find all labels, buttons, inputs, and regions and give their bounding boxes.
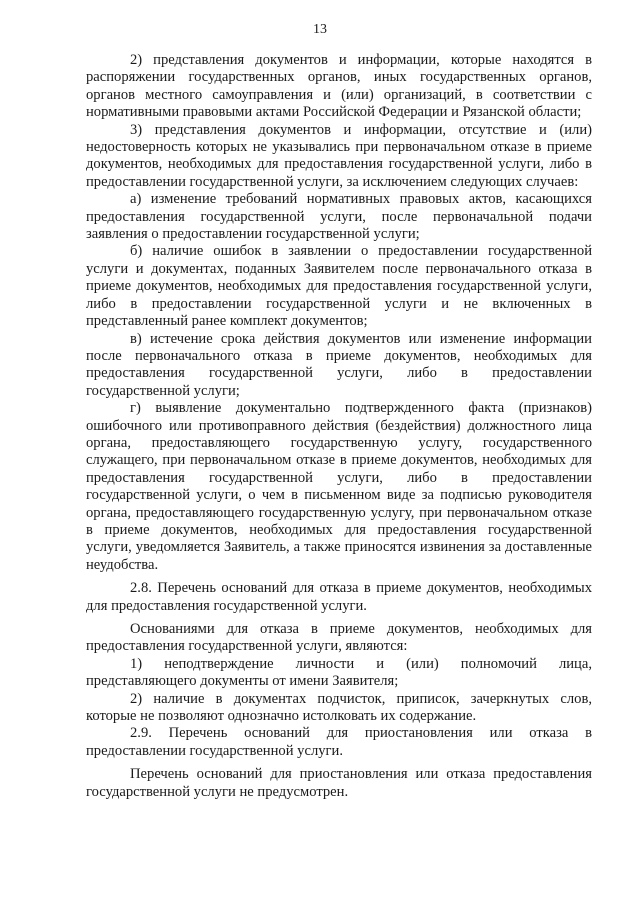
- paragraph-3: 3) представления документов и информации, отсутствие и (или) недостоверность которых не указывались при первоначальном отказе в приеме документов, необходимых для предоставления государственной услуги, либо в предоставлении государственной услуги, за исключением следующих случаев:: [86, 121, 592, 190]
- section-2-8-intro: Основаниями для отказа в приеме документов, необходимых для предоставления государственной услуги, являются:: [86, 621, 592, 655]
- section-2-9-text: Перечень оснований для приостановления или отказа предоставления государственной услуги не предусмотрен.: [86, 766, 592, 800]
- paragraph-3v: в) истечение срока действия документов или изменение информации после первоначального отказа в приеме документов, необходимых для предоставления государственной услуги, либо в предоставлении государственной услуги;: [86, 330, 592, 399]
- section-2-9-heading: 2.9. Перечень оснований для приостановления или отказа в предоставлении государственной услуги.: [86, 725, 592, 759]
- paragraph-2: 2) представления документов и информации, которые находятся в распоряжении государственных органов, иных государственных органов, органов местного самоуправления и (или) организаций, в соответствии с нормативными правовыми актами Российской Федерации и Рязанской области;: [86, 52, 592, 121]
- paragraph-3b: б) наличие ошибок в заявлении о предоставлении государственной услуги и документах, поданных Заявителем после первоначального отказа в приеме документов, необходимых для предоставления государственной услуги, либо в предоставлении государственной услуги и не включенных в представленный ранее комплект документов;: [86, 243, 592, 330]
- document-body: [86, 52, 592, 801]
- paragraph-3a: а) изменение требований нормативных правовых актов, касающихся предоставления государственной услуги, после первоначальной подачи заявления о предоставлении государственной услуги;: [86, 191, 592, 243]
- section-2-8-heading: 2.8. Перечень оснований для отказа в приеме документов, необходимых для предоставления государственной услуги.: [86, 580, 592, 614]
- page-number: 13: [313, 22, 327, 37]
- section-2-8-item-2: 2) наличие в документах подчисток, приписок, зачеркнутых слов, которые не позволяют однозначно истолковать их содержание.: [86, 690, 592, 725]
- paragraph-3g: г) выявление документально подтвержденного факта (признаков) ошибочного или противоправного действия (бездействия) должностного лица органа, предоставляющего государственную услугу, государственного служащего, при первоначальном отказе в приеме документов, необходимых для предоставления государственной услуги, либо в предоставлении государственной услуги, о чем в письменном виде за подписью руководителя органа, предоставляющего государственную услугу, при первоначальном отказе в приеме документов, необходимых для предоставления государственной услуги, уведомляется Заявитель, а также приносятся извинения за доставленные неудобства.: [86, 400, 592, 573]
- section-2-8-item-1: 1) неподтверждение личности и (или) полномочий лица, представляющего документы от имени Заявителя;: [86, 655, 592, 690]
